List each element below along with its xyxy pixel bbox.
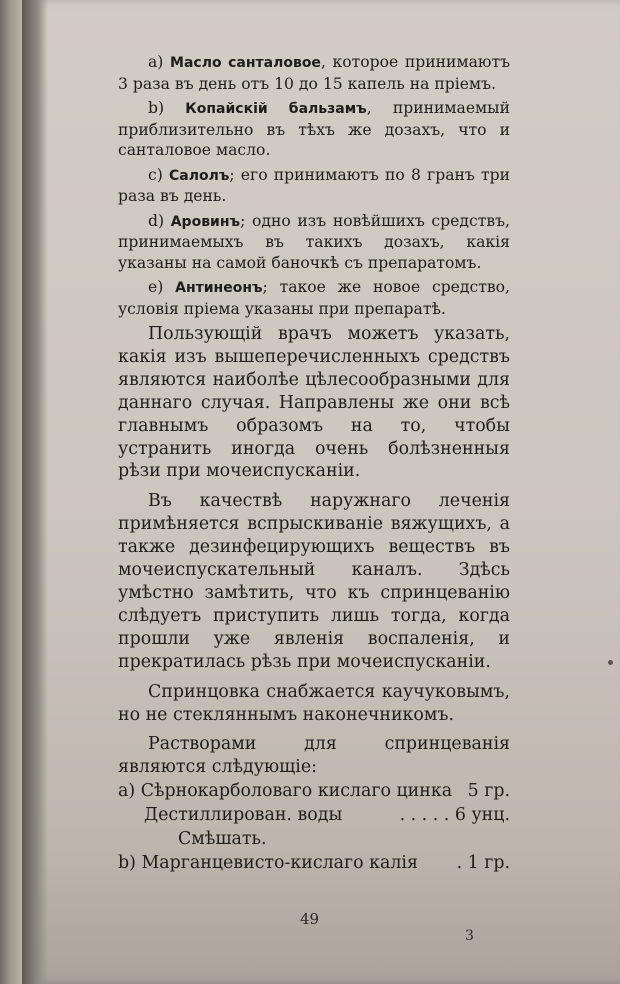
list-item-c: c) Салолъ; его принимаютъ по 8 гранъ три раза въ день.: [118, 165, 510, 205]
page-gutter: [22, 0, 48, 984]
page-number: 49: [300, 910, 320, 928]
page-text: [118, 52, 510, 875]
list-item-b: b) Копайскій бальзамъ, принимаемый приблизительно въ тѣхъ же дозахъ, что и санталовое масло.: [118, 99, 510, 159]
paragraph-syringe: Спринцовка снабжается каучуковымъ, но не стекляннымъ наконечникомъ.: [118, 681, 510, 725]
list-item-a: а) Масло санталовое, которое принимаютъ 3 раза въ день отъ 10 до 15 капель на пріемъ.: [118, 53, 510, 93]
signature-mark: 3: [465, 928, 474, 944]
paragraph-external-treatment: Въ качествѣ наружнаго леченія примѣняется вспрыскиваніе вяжущихъ, а также дезинфецирующихъ веществъ въ мочеиспускательный каналъ. Здѣсь умѣстно замѣтить, что къ спринцеванію слѣдуетъ приступить лишь тогда, когда прошли уже явленія воспаленія, и прекратилась рѣзь при мочеиспусканіи.: [118, 491, 510, 672]
paragraph-solutions: Растворами для спринцеванія являются слѣдующіе:: [118, 734, 510, 778]
paragraph-doctor: Пользующій врачъ можетъ указать, какія изъ вышеперечисленныхъ средствъ являются наиболѣе цѣлесообразными для даннаго случая. Направлены же они всѣ главнымъ образомъ на то, чтобы устранить иногда очень болѣзненныя рѣзи при мочеиспусканіи.: [118, 324, 510, 482]
list-item-d: d) Аровинъ; одно изъ новѣйшихъ средствъ, принимаемыхъ въ такихъ дозахъ, какія указаны на самой баночкѣ съ препаратомъ.: [118, 211, 510, 272]
list-item-e: e) Антинеонъ; такое же новое средство, условія пріема указаны при препаратѣ.: [118, 278, 510, 318]
recipe-mix: Смѣшать.: [178, 829, 267, 850]
recipe-line-a: а) Сѣрнокарболоваго кислаго цинка 5 гр.: [118, 781, 510, 802]
recipe-line-water: Дестиллирован. воды . . . . . 6 унц.: [144, 805, 510, 826]
recipe-line-b: b) Марганцевисто-кислаго калія . 1 гр.: [118, 853, 510, 874]
paper-spot: [608, 660, 613, 665]
